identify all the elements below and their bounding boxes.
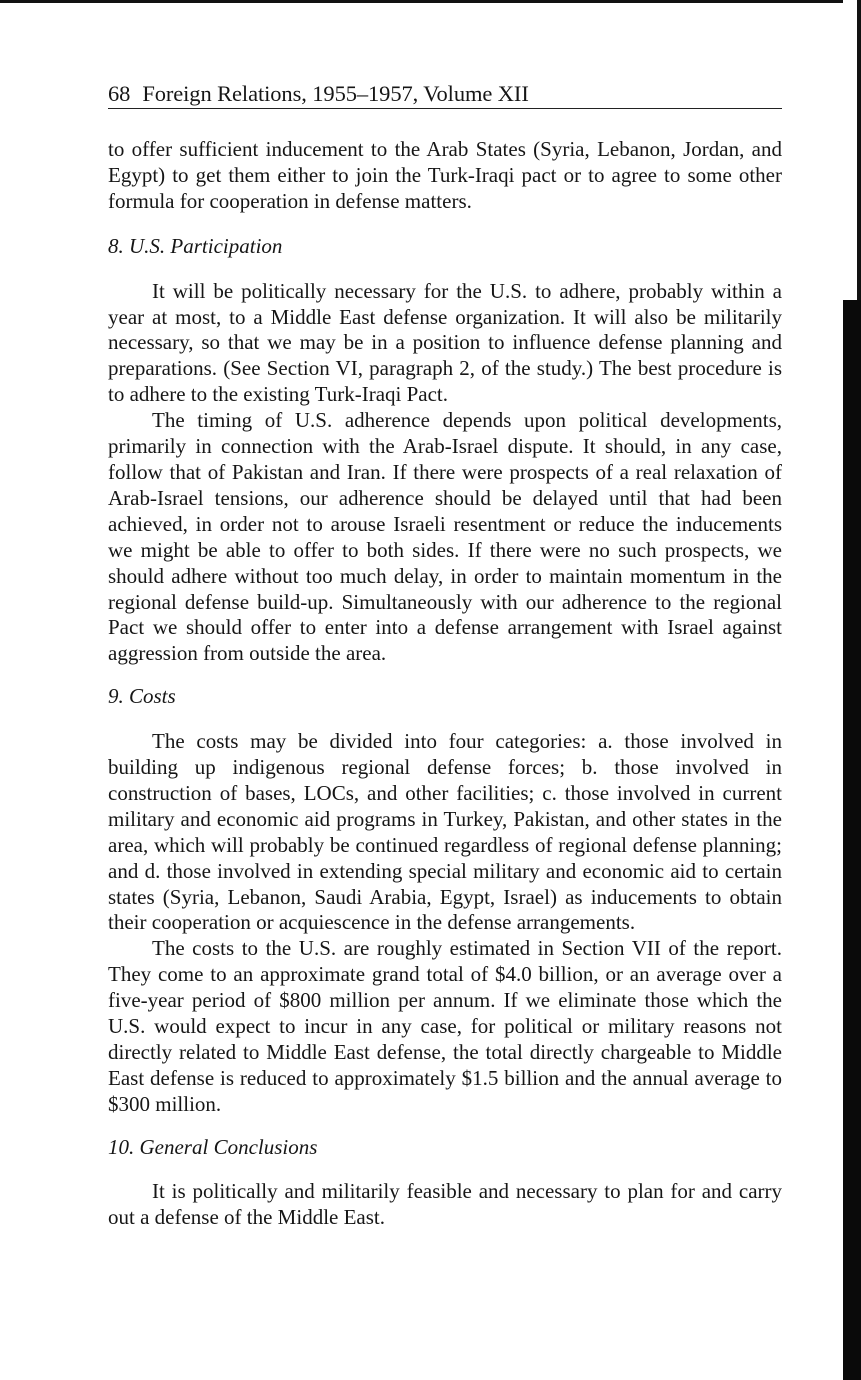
document-page	[108, 78, 782, 1230]
participation-paragraph-1: It will be politically necessary for the U.S. to adhere, probably within a year at most, to a Middle East defense organization. It will also be militarily necessary, so that we may be in a position to influence defense planning and preparations. (See Section VI, paragraph 2, of the study.) The best procedure is to adhere to the existing Turk-Iraqi Pact.	[108, 278, 782, 407]
scan-right-edge-top	[843, 0, 861, 300]
section-heading-costs: 9. Costs	[108, 684, 176, 709]
intro-paragraph: to offer sufficient inducement to the Arab States (Syria, Lebanon, Jordan, and Egypt) to get them either to join the Turk-Iraqi pact or to agree to some other formula for cooperation in defense matters.	[108, 137, 782, 213]
running-header-title: Foreign Relations, 1955–1957, Volume XII	[142, 81, 529, 106]
scan-top-border	[0, 0, 861, 3]
page-number: 68	[108, 81, 131, 106]
conclusions-paragraph-1: It is politically and militarily feasible and necessary to plan for and carry out a defense of the Middle East.	[108, 1178, 782, 1229]
running-header	[108, 78, 782, 109]
section-heading-participation: 8. U.S. Participation	[108, 233, 283, 258]
participation-paragraph-2: The timing of U.S. adherence depends upon political developments, primarily in connection with the Arab-Israel dispute. It should, in any case, follow that of Pakistan and Iran. If there were prospects of a real relaxation of Arab-Israel tensions, our adherence should be delayed until that had been achieved, in order not to arouse Israeli resentment or reduce the inducements we might be able to offer to both sides. If there were no such prospects, we should adhere without too much delay, in order to maintain momentum in the regional defense build-up. Simultaneously with our adherence to the regional Pact we should offer to enter into a defense arrangement with Israel against aggression from outside the area.	[108, 408, 782, 666]
costs-paragraph-1: The costs may be divided into four categories: a. those involved in building up indigenous regional defense forces; b. those involved in construction of bases, LOCs, and other facilities; c. those involved in current military and economic aid programs in Turkey, Pakistan, and other states in the area, which will probably be continued regardless of regional defense planning; and d. those involved in extending special military and economic aid to certain states (Syria, Lebanon, Saudi Arabia, Egypt, Israel) as inducements to obtain their cooperation or acquiescence in the defense arrangements.	[108, 729, 782, 935]
section-heading-conclusions: 10. General Conclusions	[108, 1134, 318, 1159]
costs-paragraph-2: The costs to the U.S. are roughly estimated in Section VII of the report. They come to an approximate grand total of $4.0 billion, or an average over a five-year period of $800 million per annum. If we eliminate those which the U.S. would expect to incur in any case, for political or military reasons not directly related to Middle East defense, the total directly chargeable to Middle East defense is reduced to approximately $1.5 billion and the annual average to $300 million.	[108, 936, 782, 1116]
